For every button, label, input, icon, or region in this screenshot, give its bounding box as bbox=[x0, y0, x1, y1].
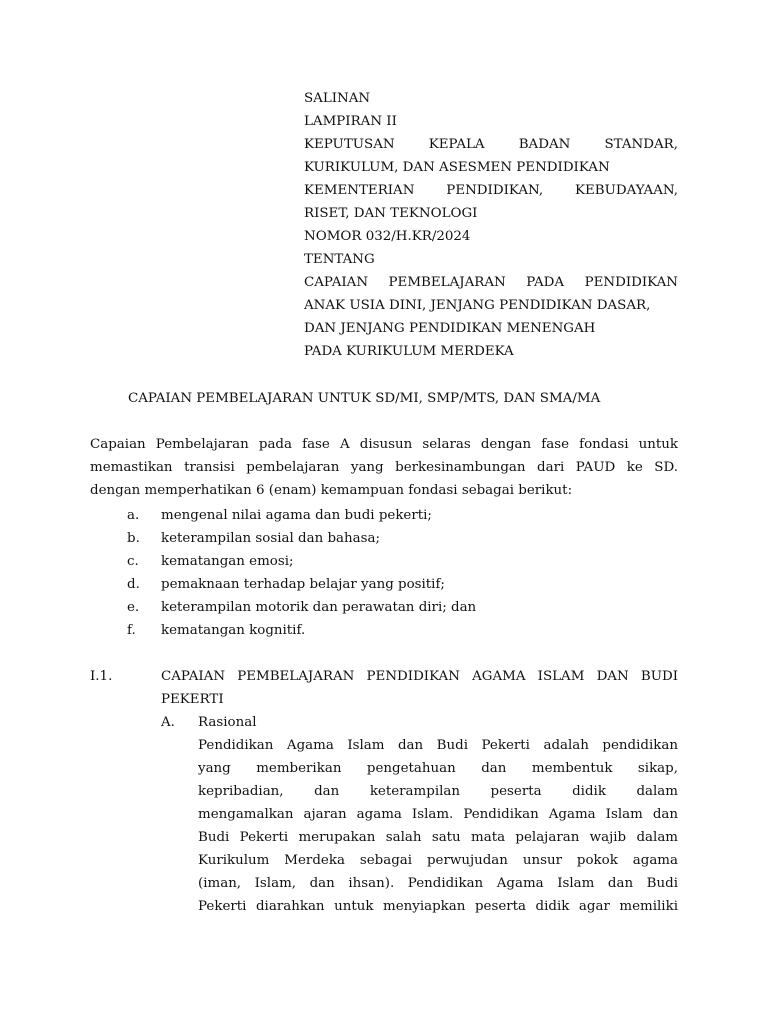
list-marker: b. bbox=[127, 531, 140, 546]
list-text: keterampilan motorik dan perawatan diri; dan bbox=[161, 600, 477, 615]
header-line: SALINAN bbox=[304, 91, 371, 106]
paragraph-line: Pendidikan Agama Islam dan Budi Pekerti adalah pendidikan bbox=[198, 738, 678, 753]
list-item bbox=[90, 504, 678, 527]
header-line: PADA KURIKULUM MERDEKA bbox=[304, 344, 514, 359]
list-text: keterampilan sosial dan bahasa; bbox=[161, 531, 381, 546]
header-line: KURIKULUM, DAN ASESMEN PENDIDIKAN bbox=[304, 160, 610, 175]
intro-line: Capaian Pembelajaran pada fase A disusun selaras dengan fase fondasi untuk bbox=[90, 437, 678, 452]
section-number: I.1. bbox=[90, 669, 113, 684]
subsection-title: Rasional bbox=[198, 715, 257, 730]
header-line: KEMENTERIAN PENDIDIKAN, KEBUDAYAAN, bbox=[304, 183, 678, 198]
list-item bbox=[90, 573, 678, 596]
list-text: kematangan emosi; bbox=[161, 554, 294, 569]
list-marker: a. bbox=[127, 508, 140, 523]
list-item bbox=[90, 619, 678, 642]
section-title bbox=[161, 665, 678, 711]
paragraph-line: mengamalkan ajaran agama Islam. Pendidikan Agama Islam dan bbox=[198, 807, 678, 822]
header-line: CAPAIAN PEMBELAJARAN PADA PENDIDIKAN bbox=[304, 275, 678, 290]
intro-line: memastikan transisi pembelajaran yang berkesinambungan dari PAUD ke SD. bbox=[90, 460, 678, 475]
list-text: pemaknaan terhadap belajar yang positif; bbox=[161, 577, 445, 592]
header-line: LAMPIRAN II bbox=[304, 114, 397, 129]
header-line: DAN JENJANG PENDIDIKAN MENENGAH bbox=[304, 321, 596, 336]
paragraph-line: (iman, Islam, dan ihsan). Pendidikan Agama Islam dan Budi bbox=[198, 876, 678, 891]
document-title: CAPAIAN PEMBELAJARAN UNTUK SD/MI, SMP/MTS, DAN SMA/MA bbox=[128, 391, 601, 406]
list-item bbox=[90, 596, 678, 619]
subsection-marker: A. bbox=[161, 715, 175, 730]
decree-header bbox=[304, 87, 678, 363]
header-line: ANAK USIA DINI, JENJANG PENDIDIKAN DASAR, bbox=[304, 298, 651, 313]
list-marker: f. bbox=[127, 623, 136, 638]
list-text: kematangan kognitif. bbox=[161, 623, 306, 638]
header-line: TENTANG bbox=[304, 252, 375, 267]
paragraph-line: Budi Pekerti merupakan salah satu mata pelajaran wajib dalam bbox=[198, 830, 678, 845]
list-item bbox=[90, 527, 678, 550]
intro-paragraph bbox=[90, 433, 678, 502]
paragraph-line: Pekerti diarahkan untuk menyiapkan peserta didik agar memiliki bbox=[198, 899, 678, 914]
list-marker: e. bbox=[127, 600, 140, 615]
foundation-skills-list bbox=[90, 504, 678, 642]
header-line: RISET, DAN TEKNOLOGI bbox=[304, 206, 478, 221]
header-line: KEPUTUSAN KEPALA BADAN STANDAR, bbox=[304, 137, 678, 152]
section-title-line: CAPAIAN PEMBELAJARAN PENDIDIKAN AGAMA ISLAM DAN BUDI bbox=[161, 669, 678, 684]
rationale-paragraph bbox=[198, 734, 678, 918]
list-text: mengenal nilai agama dan budi pekerti; bbox=[161, 508, 432, 523]
header-line: NOMOR 032/H.KR/2024 bbox=[304, 229, 471, 244]
paragraph-line: yang memberikan pengetahuan dan membentuk sikap, bbox=[198, 761, 678, 776]
list-marker: c. bbox=[127, 554, 139, 569]
paragraph-line: Kurikulum Merdeka sebagai perwujudan unsur pokok agama bbox=[198, 853, 678, 868]
list-marker: d. bbox=[127, 577, 140, 592]
intro-line: dengan memperhatikan 6 (enam) kemampuan fondasi sebagai berikut: bbox=[90, 483, 573, 498]
list-item bbox=[90, 550, 678, 573]
section-title-line: PEKERTI bbox=[161, 692, 224, 707]
paragraph-line: kepribadian, dan keterampilan peserta didik dalam bbox=[198, 784, 678, 799]
